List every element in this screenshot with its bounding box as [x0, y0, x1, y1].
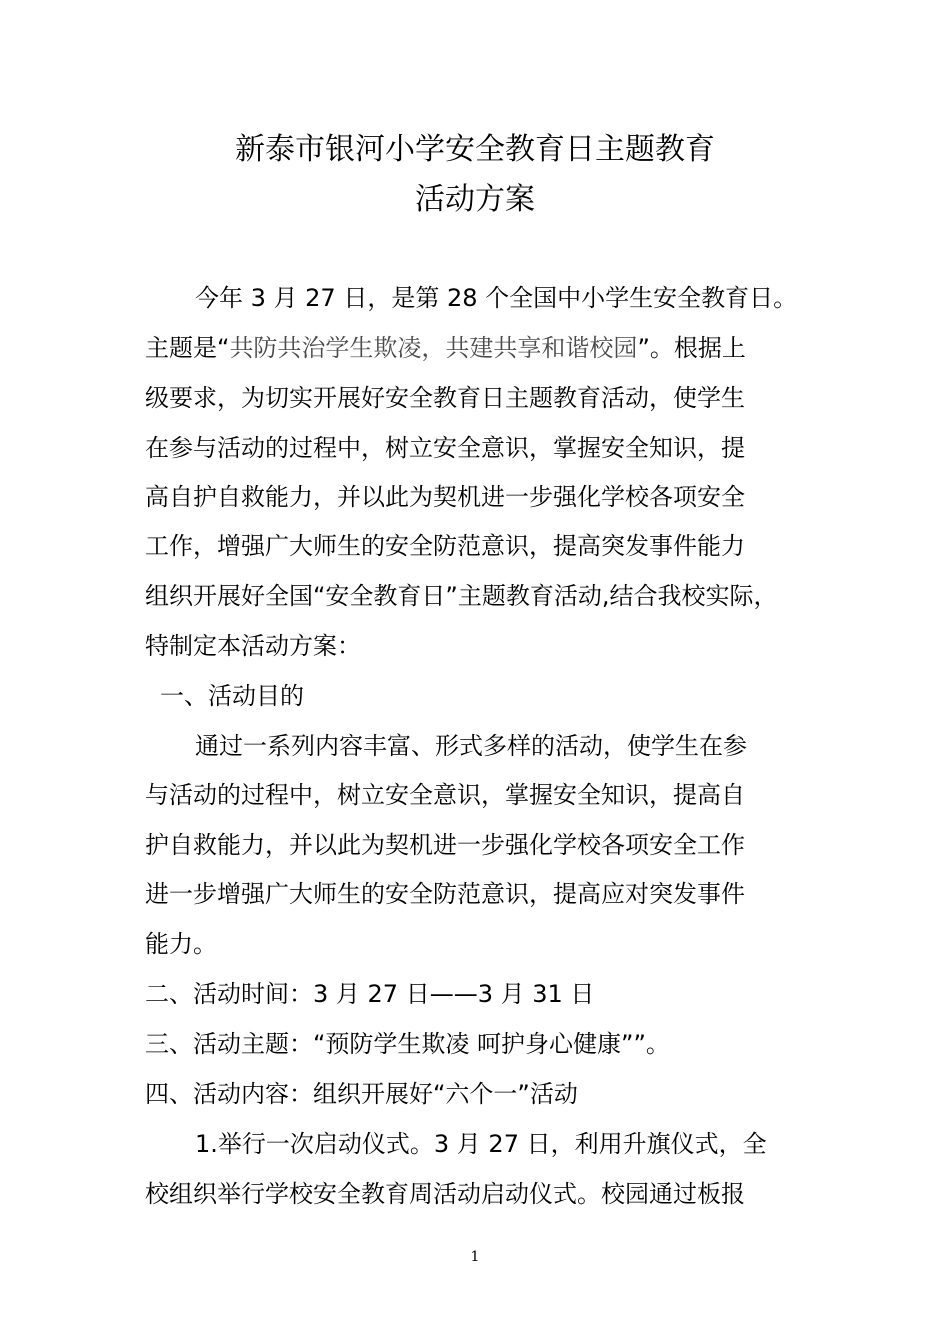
paragraph-line: 工作，增强广大师生的安全防范意识，提高突发事件能力 [145, 532, 745, 560]
document-title-line-2: 活动方案 [415, 182, 535, 217]
section-heading-theme: 三、活动主题：“预防学生欺凌 呵护身心健康””。 [145, 1030, 670, 1058]
theme-open: 主题是“ [145, 334, 230, 362]
paragraph-line: 高自护自救能力，并以此为契机进一步强化学校各项安全 [145, 483, 745, 511]
theme-close: ”。根据上 [637, 334, 746, 362]
page-number: 1 [470, 1249, 480, 1265]
activity-theme-quote: 共防共治学生欺凌，共建共享和谐校园 [229, 334, 638, 362]
paragraph-line: 在参与活动的过程中，树立安全意识，掌握安全知识，提 [145, 434, 745, 462]
paragraph-line: 与活动的过程中，树立安全意识，掌握安全知识，提高自 [145, 781, 745, 809]
paragraph-line: 1.举行一次启动仪式。3 月 27 日，利用升旗仪式，全 [195, 1130, 767, 1158]
paragraph-line: 今年 3 月 27 日，是第 28 个全国中小学生安全教育日。 [195, 284, 798, 312]
paragraph-line: 组织开展好全国“安全教育日”主题教育活动,结合我校实际， [145, 582, 778, 610]
paragraph-line: 特制定本活动方案： [145, 632, 361, 660]
paragraph-line: 校组织举行学校安全教育周活动启动仪式。校园通过板报 [145, 1180, 745, 1208]
paragraph-line: 护自救能力，并以此为契机进一步强化学校各项安全工作 [145, 831, 745, 859]
paragraph-line-with-theme [145, 332, 746, 364]
section-heading-content: 四、活动内容：组织开展好“六个一”活动 [145, 1080, 578, 1108]
section-heading-time: 二、活动时间：3 月 27 日——3 月 31 日 [145, 980, 595, 1008]
paragraph-line: 进一步增强广大师生的安全防范意识，提高应对突发事件 [145, 880, 745, 908]
document-title-line-1: 新泰市银河小学安全教育日主题教育 [235, 132, 715, 167]
paragraph-line: 通过一系列内容丰富、形式多样的活动，使学生在参 [195, 732, 747, 760]
section-heading-purpose: 一、活动目的 [160, 682, 304, 710]
paragraph-line: 级要求，为切实开展好安全教育日主题教育活动，使学生 [145, 384, 745, 412]
paragraph-line: 能力。 [145, 930, 217, 958]
